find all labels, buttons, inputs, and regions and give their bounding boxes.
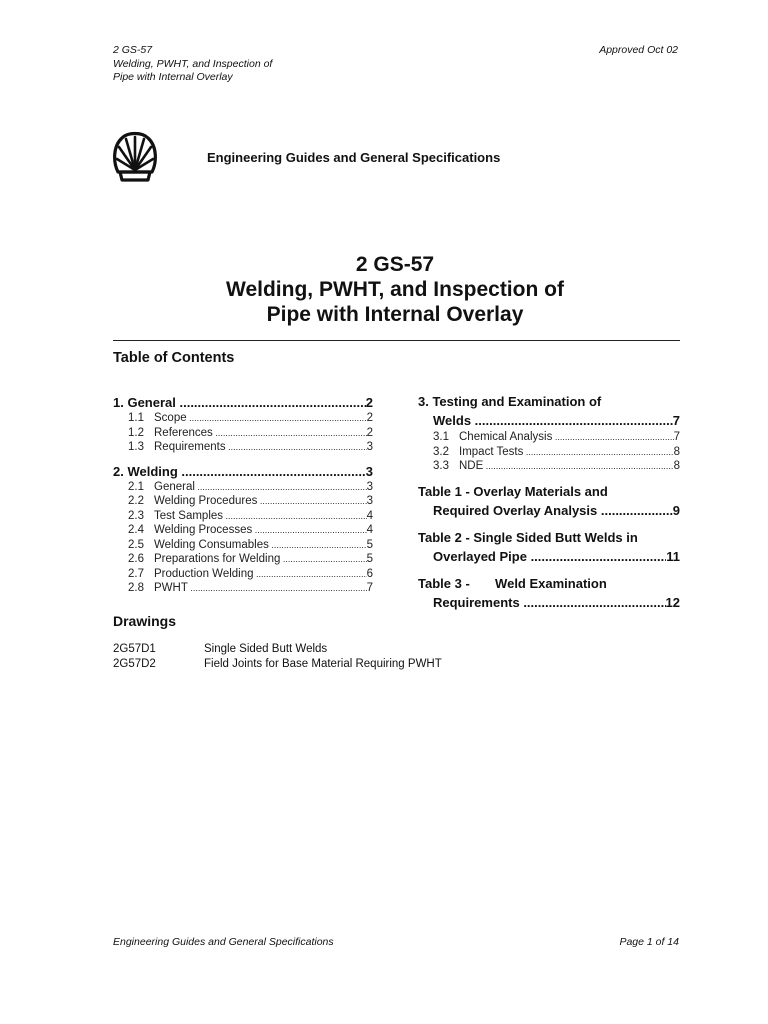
toc-subentry-page: 2 xyxy=(366,412,373,424)
toc-entry-label: Table 3 - Weld Examination xyxy=(418,575,607,591)
toc-subentry[interactable] xyxy=(113,538,373,553)
toc-subentry-label: PWHT ..... xyxy=(154,581,367,596)
title-line-3: Pipe with Internal Overlay xyxy=(266,303,524,326)
drawings-heading: Drawings xyxy=(113,613,177,629)
toc-subentry-number: 1.2 xyxy=(128,426,144,439)
toc-subentry-label: Welding Processes ..... xyxy=(154,523,367,538)
toc-subentry-label: Impact Tests ..... xyxy=(459,445,674,460)
toc-subentry[interactable] xyxy=(113,523,373,538)
toc-entry[interactable] xyxy=(418,482,680,520)
toc-subentry-number: 2.6 xyxy=(128,553,144,565)
toc-subentry[interactable] xyxy=(113,411,373,426)
toc-subentry-page: 7 xyxy=(366,582,373,594)
document-title xyxy=(0,252,768,327)
toc-subentry[interactable] xyxy=(113,581,373,596)
footer-title: Engineering Guides and General Specifications xyxy=(113,936,334,948)
drawing-row[interactable] xyxy=(113,657,442,672)
toc-subentry-page: 3 xyxy=(366,480,373,493)
toc-entry-page: 2 xyxy=(365,395,373,410)
toc-subentry-page: 3 xyxy=(366,495,373,507)
drawing-description: Field Joints for Base Material Requiring PWHT xyxy=(204,657,442,670)
toc-entry[interactable] xyxy=(113,394,373,411)
page-number: Page 1 of 14 xyxy=(619,936,679,948)
toc-entry-page: 3 xyxy=(365,463,373,479)
toc-subentry[interactable] xyxy=(113,426,373,441)
toc-subentry[interactable] xyxy=(418,445,680,460)
toc-subentry-label: Preparations for Welding ..... xyxy=(154,552,367,567)
toc-entry-page: 9 xyxy=(672,502,680,518)
toc-subentry[interactable] xyxy=(113,494,373,509)
toc-subentry-label: NDE ..... xyxy=(459,459,674,474)
running-header xyxy=(113,44,272,85)
toc-subentry-number: 2.7 xyxy=(128,567,144,580)
toc-heading: Table of Contents xyxy=(113,350,235,366)
toc-subentry-label: Welding Consumables ..... xyxy=(154,538,367,553)
toc-entry-page: 7 xyxy=(672,413,680,428)
toc-entry-page: 12 xyxy=(665,594,680,610)
toc-subentry-label: Chemical Analysis ..... xyxy=(459,430,674,445)
toc-subentry-page: 3 xyxy=(366,441,373,453)
toc-subentry[interactable] xyxy=(418,430,680,445)
drawing-row[interactable] xyxy=(113,642,442,657)
toc-subentry-page: 8 xyxy=(673,445,680,458)
toc-subentry-label: Scope ..... xyxy=(154,411,367,426)
toc-entry[interactable] xyxy=(418,392,680,430)
toc-subentry-number: 2.1 xyxy=(128,480,144,493)
toc-subentry[interactable] xyxy=(113,509,373,524)
toc-subentry-label: Requirements ..... xyxy=(154,440,367,455)
toc-subentry-page: 8 xyxy=(673,460,680,472)
toc-subentry[interactable] xyxy=(418,459,680,474)
header-title-line-2: Pipe with Internal Overlay xyxy=(113,71,233,83)
toc-entry[interactable] xyxy=(418,528,680,566)
toc-subentry-label: Test Samples ..... xyxy=(154,509,367,524)
drawing-code: 2G57D1 xyxy=(113,643,156,655)
toc-entry-label: 2. Welding ..... xyxy=(113,463,366,480)
toc-subentry-label: References ..... xyxy=(154,426,367,441)
toc-subentry-page: 5 xyxy=(366,538,373,551)
toc-subentry[interactable] xyxy=(113,567,373,582)
toc-subentry-number: 2.8 xyxy=(128,582,144,594)
toc-entry-label: 3. Testing and Examination of xyxy=(418,394,602,409)
title-line-2: Welding, PWHT, and Inspection of xyxy=(226,278,564,301)
toc-subentry[interactable] xyxy=(113,552,373,567)
toc-subentry[interactable] xyxy=(113,440,373,455)
organization-title: Engineering Guides and General Specifications xyxy=(207,150,501,165)
toc-left-column xyxy=(113,394,373,596)
toc-subentry-number: 2.2 xyxy=(128,495,144,507)
toc-entry-page: 11 xyxy=(666,548,680,564)
toc-subentry-number: 3.1 xyxy=(433,431,449,443)
toc-subentry[interactable] xyxy=(113,480,373,495)
toc-entry-label: Table 1 - Overlay Materials and xyxy=(418,483,608,499)
shell-logo-icon xyxy=(112,128,158,186)
toc-subentry-page: 7 xyxy=(673,431,680,443)
toc-entry-label-cont: Overlayed Pipe ..... xyxy=(433,547,666,566)
toc-entry-label: 1. General ..... xyxy=(113,394,366,411)
toc-subentry-number: 3.2 xyxy=(433,445,449,458)
title-divider xyxy=(113,340,680,341)
drawing-description: Single Sided Butt Welds xyxy=(204,643,328,655)
toc-entry-label: Table 2 - Single Sided Butt Welds in xyxy=(418,529,638,545)
toc-entry-label-cont: Welds ..... xyxy=(433,411,673,430)
toc-entry-label-cont: Required Overlay Analysis ..... xyxy=(433,501,673,520)
toc-subentry-label: Production Welding ..... xyxy=(154,567,367,582)
drawings-list xyxy=(113,642,442,671)
toc-subentry-page: 2 xyxy=(366,426,373,439)
drawing-code: 2G57D2 xyxy=(113,657,156,670)
header-title-line-1: Welding, PWHT, and Inspection of xyxy=(113,57,273,70)
toc-subentry-label: General ..... xyxy=(154,480,367,495)
toc-subentry-page: 6 xyxy=(366,567,373,580)
toc-subentry-page: 5 xyxy=(366,553,373,565)
toc-subentry-number: 2.5 xyxy=(128,538,144,551)
header-doc-number: 2 GS-57 xyxy=(113,44,153,56)
toc-subentry-number: 2.3 xyxy=(128,509,144,522)
toc-subentry-page: 4 xyxy=(366,509,373,522)
title-doc-number: 2 GS-57 xyxy=(355,253,435,276)
toc-subentry-number: 1.3 xyxy=(128,441,144,453)
toc-entry[interactable] xyxy=(113,463,373,480)
toc-entry-label-cont: Requirements ..... xyxy=(433,593,666,612)
toc-right-column xyxy=(418,392,680,612)
toc-subentry-label: Welding Procedures ..... xyxy=(154,494,367,509)
toc-subentry-number: 1.1 xyxy=(128,412,144,424)
approval-date: Approved Oct 02 xyxy=(599,44,678,56)
toc-subentry-number: 3.3 xyxy=(433,460,449,472)
toc-entry[interactable] xyxy=(418,574,680,612)
toc-subentry-page: 4 xyxy=(366,524,373,536)
toc-subentry-number: 2.4 xyxy=(128,524,144,536)
